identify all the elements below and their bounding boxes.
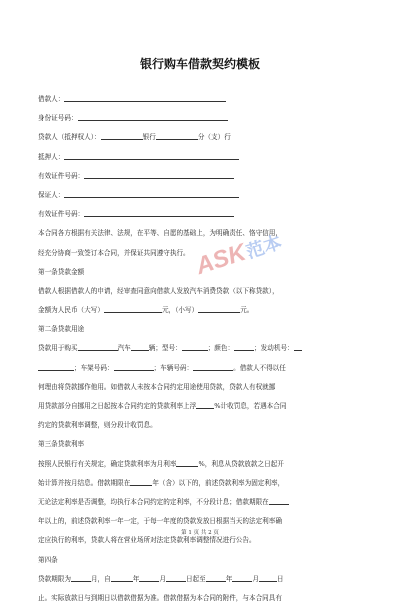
paragraph-line	[38, 455, 368, 474]
label: 汽车	[117, 344, 131, 353]
cert-line	[38, 167, 368, 186]
paragraph-line: 定应执行的利率，贷款人将在营业场所对法定贷款利率调整情况进行公告。	[38, 536, 256, 545]
label: 贷款用于购买	[38, 344, 78, 353]
label: 借款人：	[38, 95, 65, 103]
blank-field	[232, 572, 252, 582]
blank-field	[114, 361, 154, 371]
label: %，利息从贷款放款之日起开	[198, 459, 284, 468]
label: 日起至	[185, 574, 206, 583]
blank-field	[206, 572, 226, 582]
blank-field	[139, 572, 159, 582]
label: 银行	[142, 133, 156, 142]
car-line	[38, 339, 368, 358]
paragraph-line: 本合同各方根据有关法律、法规，在平等、自愿的基础上，为明确责任、恪守信用，	[38, 229, 282, 238]
label: 始计算并按月结息。借款期限在	[38, 478, 131, 487]
label: 月，自	[90, 574, 111, 583]
blank-field	[78, 111, 228, 121]
blank-field	[64, 92, 226, 102]
label: 年	[132, 574, 140, 583]
blank-field	[259, 572, 277, 582]
guarantor-line	[38, 186, 368, 205]
blank-field	[84, 207, 234, 217]
label: ；车架号码：	[74, 363, 114, 372]
label: 有效证件号码：	[38, 210, 85, 219]
label: 月	[159, 574, 166, 583]
blank-field	[182, 341, 208, 351]
label: 抵押人：	[38, 152, 65, 161]
label: 按照人民银行有关规定，确定贷款利率为月利率	[38, 459, 177, 468]
label: 年（含）以下的，前述贷款利率为固定利率，	[152, 478, 285, 487]
label: 。借款人不得以任	[233, 363, 286, 372]
paragraph-line: 何理由将贷款挪作他用。如借款人未按本合同约定用途使用贷款，贷款人有权就挪	[38, 382, 276, 391]
blank-field	[64, 150, 239, 160]
blank-field	[166, 572, 186, 582]
watermark-logo	[190, 220, 295, 282]
label: 用贷款部分自挪用之日起按本合同约定的贷款利率上浮	[38, 402, 197, 410]
blank-field	[269, 495, 289, 505]
blank-field	[176, 457, 198, 467]
paragraph-line: 年以上的，前述贷款利率一年一定，于每一年度的贷款发放日根据当天的法定利率确	[38, 517, 282, 526]
term-line	[38, 570, 368, 589]
label: 月	[252, 574, 259, 583]
blank-field	[84, 169, 234, 179]
article-heading: 第一条贷款金额	[38, 267, 85, 276]
blank-field	[71, 572, 91, 582]
blank-field	[104, 303, 162, 313]
label: 金额为人民币（大写）	[38, 306, 104, 315]
page-footer: 第 1 页 共 2 页	[181, 530, 219, 536]
label: 保证人：	[38, 190, 65, 199]
blank-field	[234, 341, 254, 351]
label: 贷款期限为	[38, 574, 71, 583]
label: ；发动机号：	[254, 344, 294, 353]
blank-field	[156, 130, 198, 140]
article-heading: 第四条	[38, 555, 58, 564]
label: 分（支）行	[197, 133, 231, 142]
label: 无论法定利率是否调整，均执行本合同约定的定利率，不分段计息；借款期限在	[38, 497, 269, 506]
blank-field	[130, 476, 152, 486]
car-line	[38, 359, 368, 378]
article-heading: 第三条贷款利率	[38, 440, 85, 449]
blank-field	[101, 130, 143, 140]
id-line	[38, 109, 368, 128]
paragraph-line: 经充分协商一致签订本合同，并保证共同遵守执行。	[38, 248, 190, 257]
blank-field	[131, 341, 149, 351]
paragraph-line: 借款人根据借款人的申请，经审查同意向借款人发放汽车消费贷款（以下称贷款），	[38, 286, 279, 295]
blank-field	[294, 341, 302, 351]
blank-field	[196, 399, 214, 409]
label: %计收罚息，若遇本合同	[214, 402, 287, 410]
document-title: 银行购车借款契约模板	[139, 57, 260, 71]
label: 有效证件号码：	[38, 171, 85, 180]
label: 日	[276, 574, 284, 583]
paragraph-line	[38, 474, 368, 493]
label: 元，（小写）	[161, 306, 199, 315]
label: ；车辆号码：	[153, 363, 194, 372]
blank-field	[38, 361, 74, 371]
mortgagor-line	[38, 148, 368, 167]
paragraph-line: 止。实际放款日与到期日以借款借据为准。借款借据为本合同的附件，与本合同具有	[38, 593, 282, 602]
blank-field	[193, 361, 233, 371]
paragraph-line	[38, 397, 368, 416]
svg-text:ASK: ASK	[192, 238, 250, 281]
amount-line	[38, 301, 368, 320]
article-heading: 第二条贷款用途	[38, 325, 85, 334]
blank-field	[198, 303, 240, 313]
blank-field	[64, 188, 239, 198]
label: 身份证号码：	[38, 114, 78, 123]
label: 辆；型号：	[148, 344, 182, 353]
blank-field	[78, 341, 118, 351]
label: ；颜色：	[207, 344, 235, 353]
paragraph-line	[38, 493, 368, 512]
label: 年	[225, 574, 233, 583]
blank-field	[111, 572, 133, 582]
lender-line	[38, 128, 368, 147]
label: 贷款人（抵押权人）：	[38, 133, 101, 142]
borrower-line	[38, 90, 368, 109]
svg-text:范本: 范本	[243, 231, 285, 264]
paragraph-line: 约定的贷款利率调整，则分段计收罚息。	[38, 421, 157, 430]
label: 元。	[240, 306, 254, 315]
